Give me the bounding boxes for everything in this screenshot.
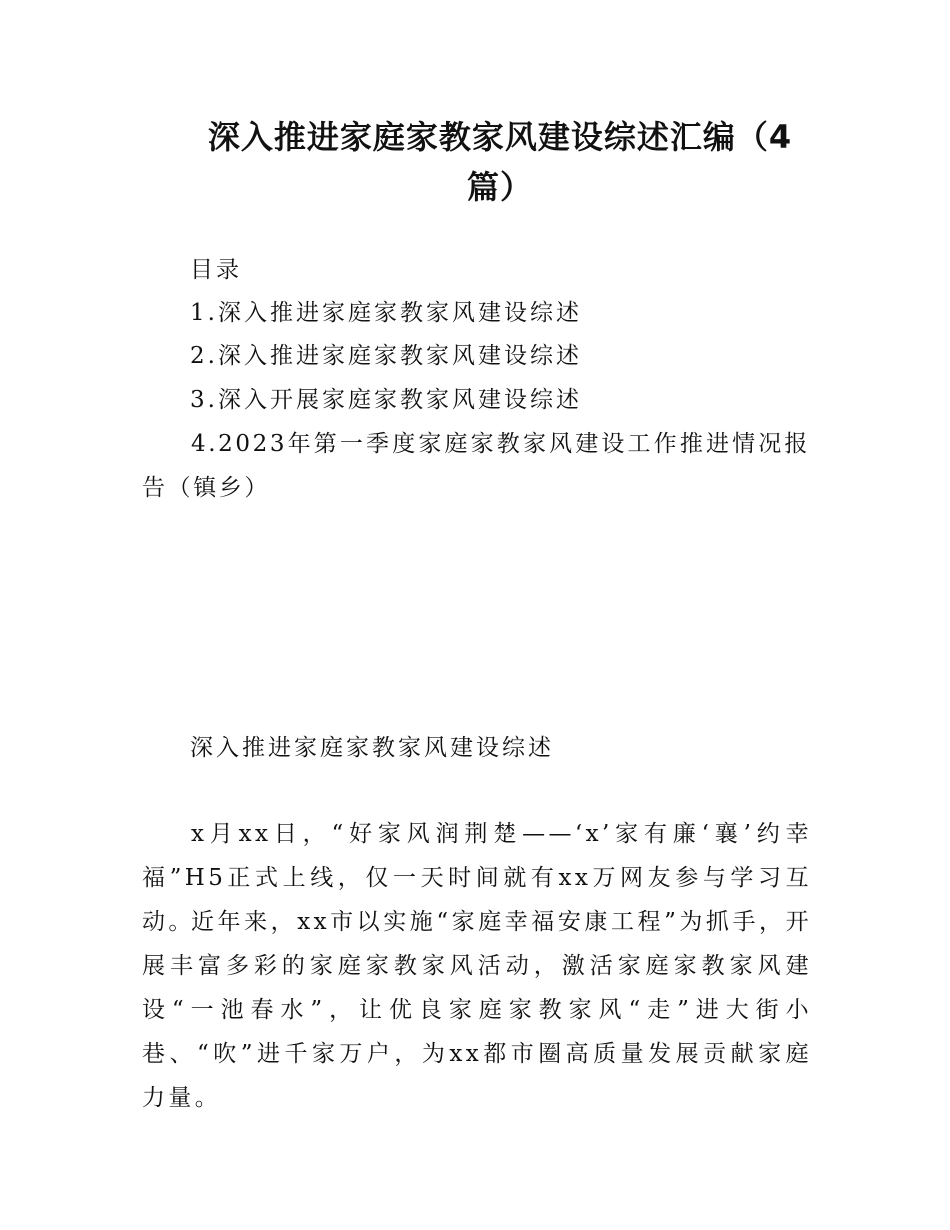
section-title: 深入推进家庭家教家风建设综述 [190, 735, 554, 761]
toc-item-3: 3.深入开展家庭家教家风建设综述 [190, 387, 582, 413]
toc-item-1: 1.深入推进家庭家教家风建设综述 [190, 300, 582, 326]
toc-heading: 目录 [190, 257, 242, 283]
body-paragraph-1: x月xx日，“好家风润荆楚——‘x’家有廉‘襄’约幸福”H5正式上线，仅一天时间就有xx万网友参与学习互动。 [142, 821, 812, 935]
body-paragraph-2: 近年来，xx市以实施“家庭幸福安康工程”为抓手，开展丰富多彩的家庭家教家风活动，激活家庭家教家风建设“一池春水”，让优良家庭家教家风“走”进大街小巷、“吹”进千家万户，为xx都市圈高质量发展贡献家庭力量。 [142, 909, 812, 1111]
toc-item-4: 4.2023年第一季度家庭家教家风建设工作推进情况报告（镇乡） [142, 431, 810, 501]
document-title: 深入推进家庭家教家风建设综述汇编（4篇） [207, 118, 793, 206]
toc-item-2: 2.深入推进家庭家教家风建设综述 [190, 343, 582, 369]
